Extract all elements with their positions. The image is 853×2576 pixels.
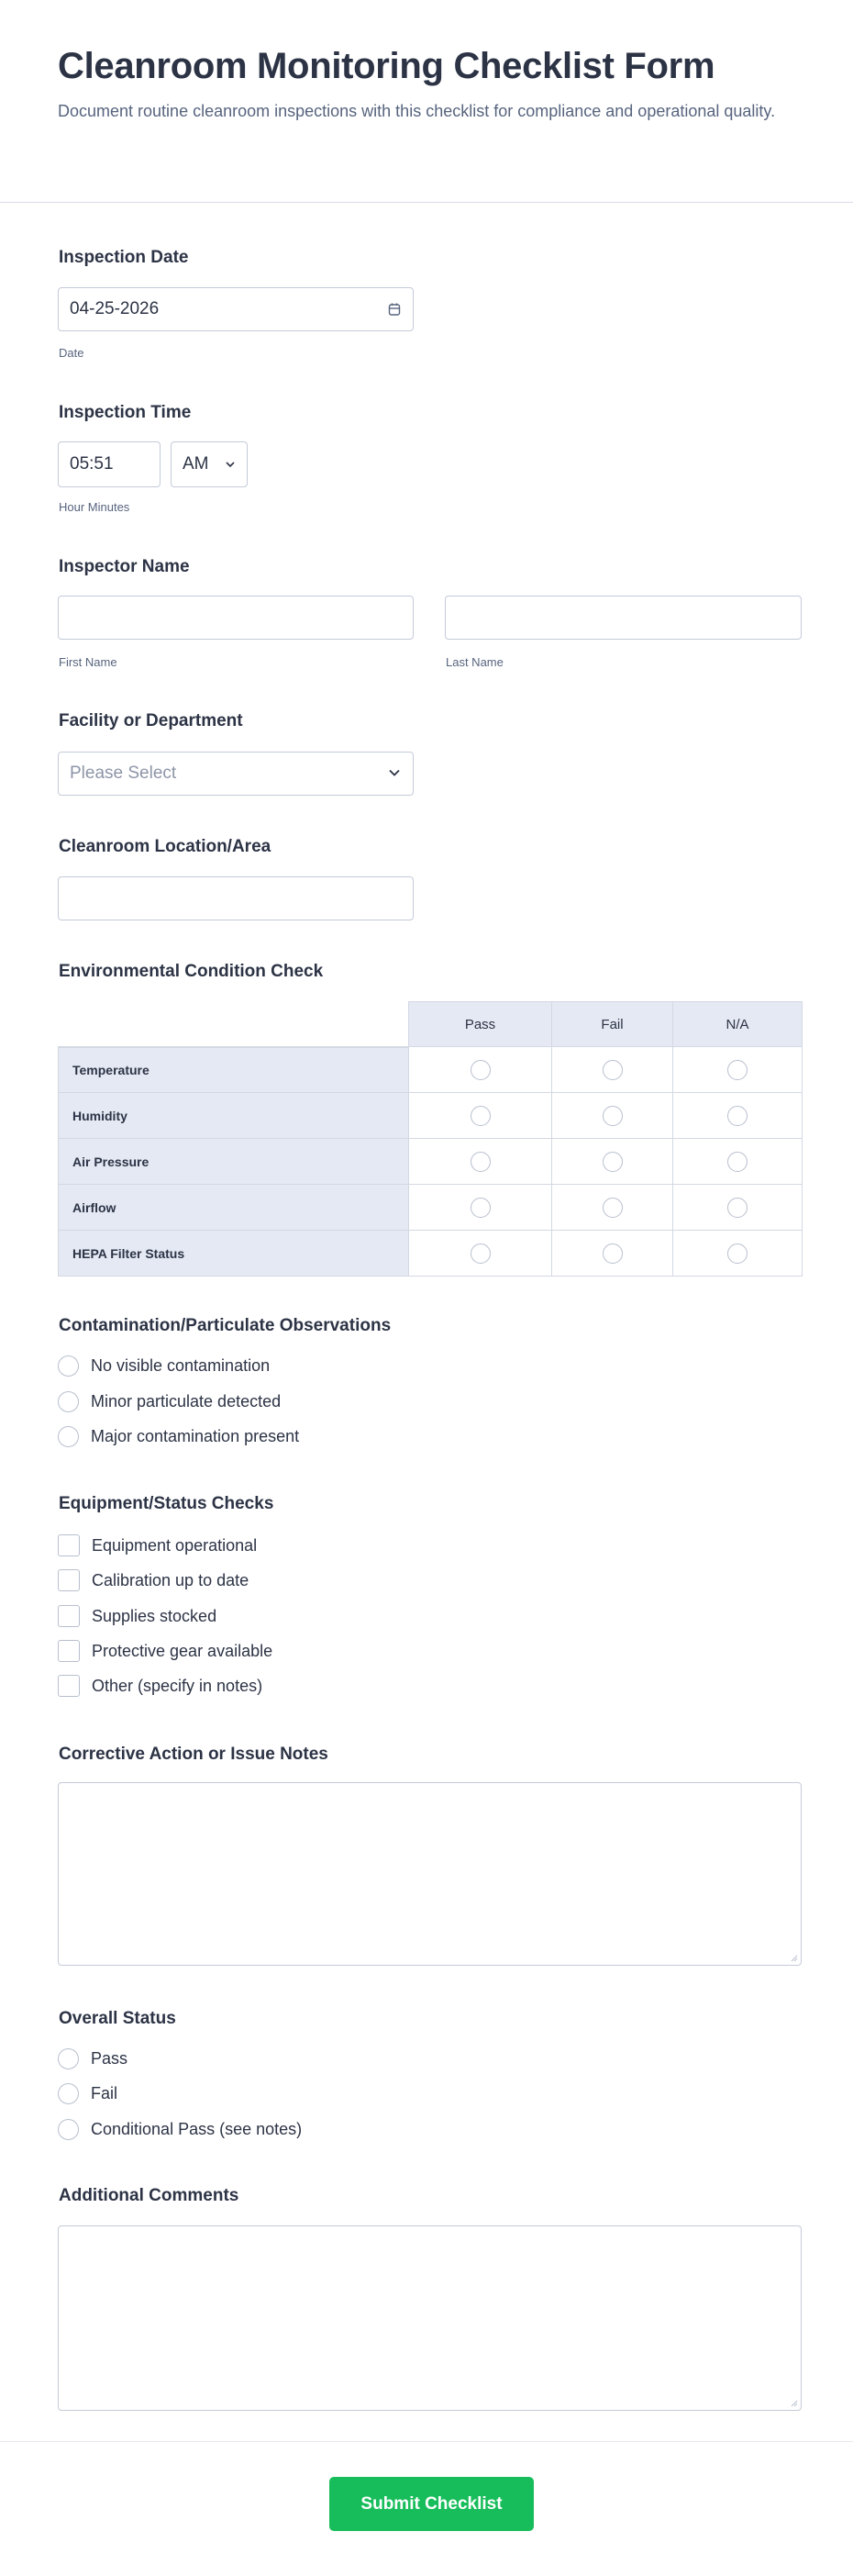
resize-handle-icon[interactable] [789,2398,798,2407]
option-label: Protective gear available [92,1641,273,1660]
matrix-col-fail: Fail [552,1001,673,1047]
matrix-row-label: Airflow [58,1185,409,1231]
option-label: Calibration up to date [92,1570,249,1589]
radio-airflow-pass[interactable] [471,1198,491,1218]
radio-button[interactable] [58,2048,79,2069]
option-label: Fail [91,2084,118,2102]
inspector-name-label: Inspector Name [59,557,190,576]
inspection-date-value: 04-25-2026 [70,299,160,318]
overall-option[interactable] [58,2048,127,2069]
ampm-select[interactable] [171,441,248,487]
calendar-icon[interactable] [387,302,402,317]
equipment-option[interactable] [58,1675,262,1697]
matrix-row-label: HEPA Filter Status [58,1231,409,1277]
option-label: Equipment operational [92,1535,258,1555]
page-description: Document routine cleanroom inspections with this checklist for compliance and operational quality. [58,102,776,120]
time-sublabel: Hour Minutes [59,500,130,514]
environment-matrix [58,1001,803,1277]
page-title: Cleanroom Monitoring Checklist Form [58,46,715,86]
option-label: Supplies stocked [92,1606,217,1625]
comments-textarea[interactable] [58,2225,802,2411]
radio-hepa-na[interactable] [727,1243,748,1264]
location-label: Cleanroom Location/Area [59,837,271,856]
matrix-col-na: N/A [673,1001,803,1047]
matrix-row [58,1047,803,1093]
radio-airflow-na[interactable] [727,1198,748,1218]
matrix-row [58,1139,803,1185]
equipment-option[interactable] [58,1605,216,1627]
radio-hepa-pass[interactable] [471,1243,491,1264]
equipment-option[interactable] [58,1534,257,1556]
comments-label: Additional Comments [59,2186,239,2205]
facility-select[interactable] [58,752,414,796]
checkbox[interactable] [58,1534,80,1556]
radio-humidity-na[interactable] [727,1106,748,1126]
option-label: Conditional Pass (see notes) [91,2120,303,2138]
option-label: Minor particulate detected [91,1392,282,1411]
radio-button[interactable] [58,1426,79,1447]
radio-airflow-fail[interactable] [603,1198,623,1218]
environment-label: Environmental Condition Check [59,962,324,981]
date-sublabel: Date [59,346,84,360]
overall-status-label: Overall Status [59,2009,176,2028]
radio-temperature-pass[interactable] [471,1060,491,1080]
matrix-row [58,1185,803,1231]
matrix-row-label: Humidity [58,1093,409,1139]
contamination-option[interactable] [58,1391,281,1412]
radio-button[interactable] [58,1355,79,1377]
option-label: Other (specify in notes) [92,1676,263,1695]
last-name-input[interactable] [445,596,802,640]
radio-temperature-fail[interactable] [603,1060,623,1080]
radio-air-pressure-pass[interactable] [471,1152,491,1172]
notes-label: Corrective Action or Issue Notes [59,1745,328,1764]
radio-humidity-fail[interactable] [603,1106,623,1126]
matrix-row [58,1093,803,1139]
radio-air-pressure-na[interactable] [727,1152,748,1172]
overall-option[interactable] [58,2083,117,2104]
inspection-time-label: Inspection Time [59,403,192,422]
matrix-row-label: Air Pressure [58,1139,409,1185]
radio-humidity-pass[interactable] [471,1106,491,1126]
contamination-option[interactable] [58,1355,270,1377]
inspection-date-label: Inspection Date [59,248,189,267]
equipment-label: Equipment/Status Checks [59,1494,274,1513]
footer-divider [0,2441,853,2442]
checkbox[interactable] [58,1675,80,1697]
matrix-col-pass: Pass [409,1001,552,1047]
resize-handle-icon[interactable] [789,1953,798,1962]
facility-label: Facility or Department [59,711,243,730]
facility-placeholder: Please Select [70,764,177,783]
checkbox[interactable] [58,1569,80,1591]
notes-textarea[interactable] [58,1782,802,1966]
option-label: Major contamination present [91,1427,300,1445]
last-name-sublabel: Last Name [446,655,504,669]
equipment-option[interactable] [58,1640,272,1662]
radio-button[interactable] [58,2083,79,2104]
time-value: 05:51 [70,454,114,474]
header-divider [0,202,853,203]
radio-button[interactable] [58,1391,79,1412]
first-name-sublabel: First Name [59,655,117,669]
radio-button[interactable] [58,2119,79,2140]
submit-button[interactable]: Submit Checklist [329,2477,534,2531]
radio-hepa-fail[interactable] [603,1243,623,1264]
equipment-option[interactable] [58,1569,249,1591]
chevron-down-icon [387,765,402,780]
time-input[interactable] [58,441,161,487]
first-name-input[interactable] [58,596,414,640]
radio-temperature-na[interactable] [727,1060,748,1080]
radio-air-pressure-fail[interactable] [603,1152,623,1172]
matrix-corner [58,1001,409,1047]
chevron-down-icon [223,457,238,472]
checkbox[interactable] [58,1640,80,1662]
ampm-value: AM [183,454,209,474]
option-label: No visible contamination [91,1356,271,1375]
contamination-label: Contamination/Particulate Observations [59,1316,392,1335]
overall-option[interactable] [58,2119,302,2140]
contamination-option[interactable] [58,1426,299,1447]
option-label: Pass [91,2049,128,2068]
location-input[interactable] [58,876,414,920]
matrix-row-label: Temperature [58,1047,409,1093]
checkbox[interactable] [58,1605,80,1627]
inspection-date-input[interactable] [58,287,414,331]
matrix-row [58,1231,803,1277]
